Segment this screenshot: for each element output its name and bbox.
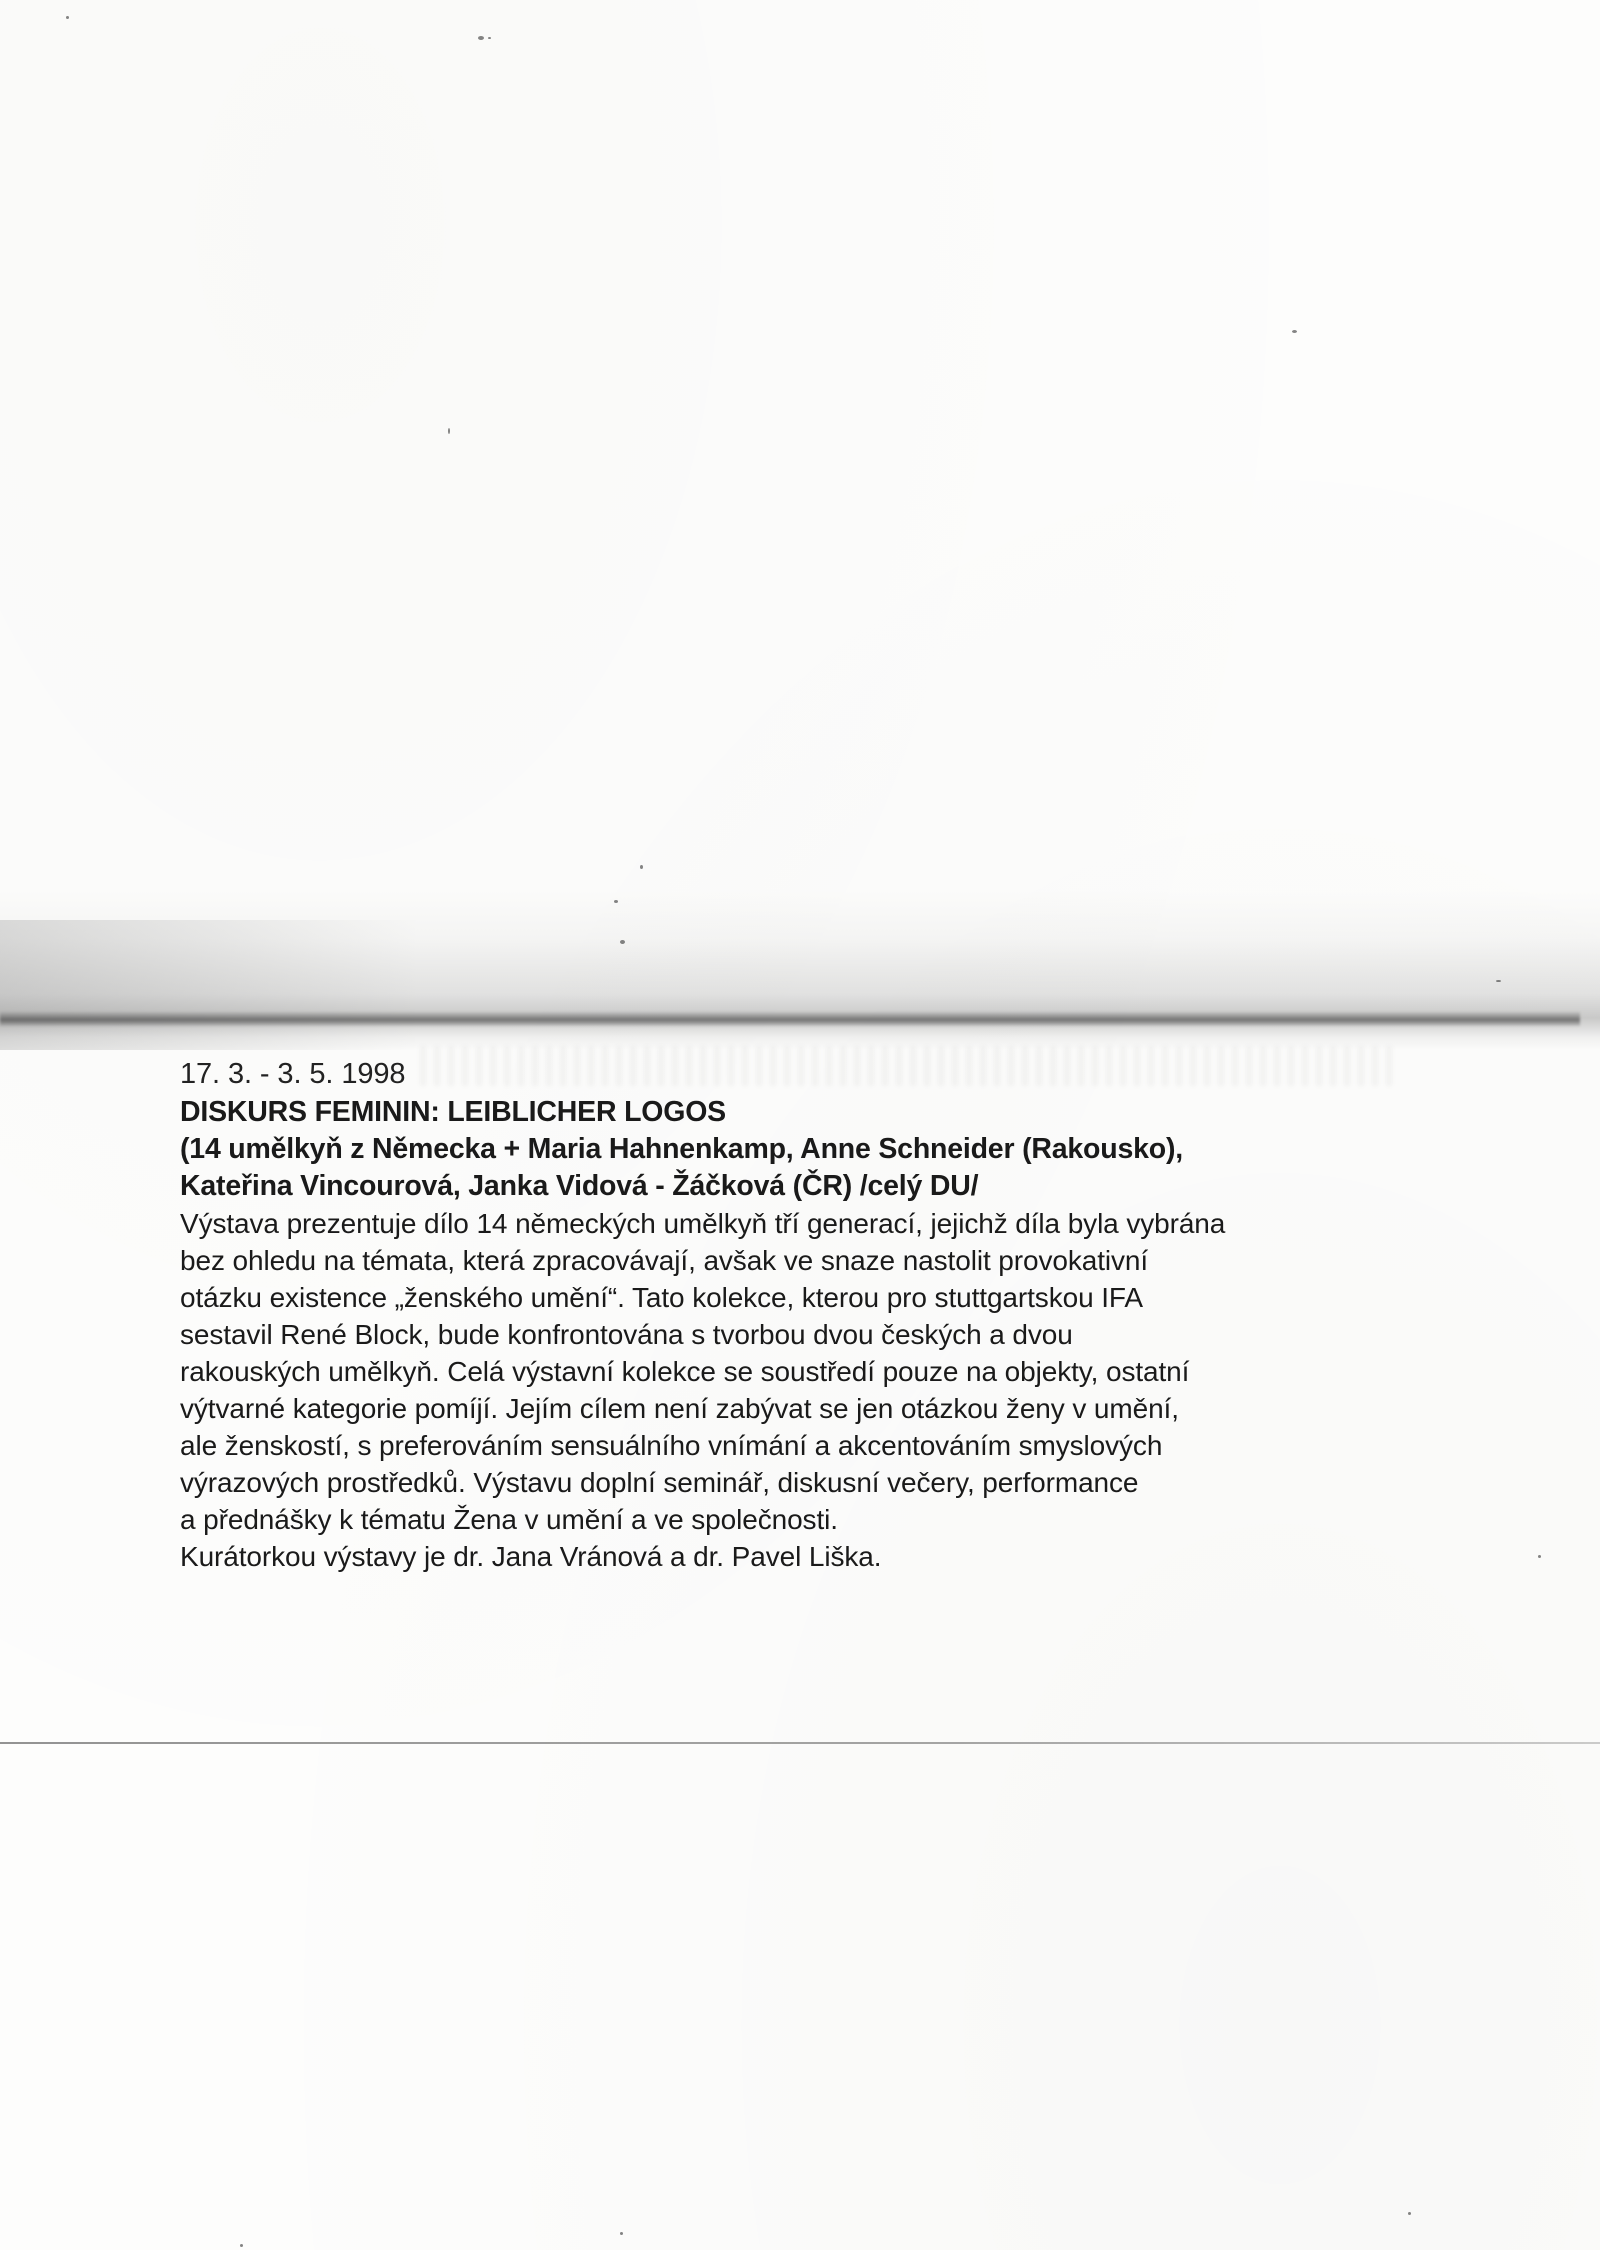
body-line: výrazových prostředků. Výstavu doplní seminář, diskusní večery, performance xyxy=(180,1467,1139,1498)
body-line: sestavil René Block, bude konfrontována s tvorbou dvou českých a dvou xyxy=(180,1319,1073,1350)
dust-speck xyxy=(640,865,643,869)
curators-line: Kurátorkou výstavy je dr. Jana Vránová a dr. Pavel Liška. xyxy=(180,1541,882,1572)
dust-speck xyxy=(240,2244,243,2247)
bottom-rule-line xyxy=(0,1742,1600,1744)
dust-speck xyxy=(620,2232,623,2235)
dust-speck xyxy=(1408,2212,1411,2215)
body-line: výtvarné kategorie pomíjí. Jejím cílem není zabývat se jen otázkou ženy v umění, xyxy=(180,1393,1179,1424)
dust-speck xyxy=(448,428,450,434)
exhibition-title: DISKURS FEMININ: LEIBLICHER LOGOS xyxy=(180,1096,726,1128)
body-line: bez ohledu na témata, která zpracovávají, avšak ve snaze nastolit provokativní xyxy=(180,1245,1149,1276)
body-line: rakouských umělkyň. Celá výstavní kolekce se soustředí pouze na objekty, ostatní xyxy=(180,1356,1190,1387)
body-line: Výstava prezentuje dílo 14 německých umělkyň tří generací, jejichž díla byla vybrána xyxy=(180,1208,1226,1239)
exhibition-entry xyxy=(180,1054,1430,1575)
dust-speck xyxy=(488,37,491,39)
dust-speck xyxy=(1292,330,1297,333)
dust-speck xyxy=(620,940,625,944)
photocopy-shadow-left xyxy=(0,920,420,1050)
dust-speck xyxy=(1538,1555,1541,1558)
photocopy-dark-line xyxy=(0,1012,1580,1026)
artists-line-2: Kateřina Vincourová, Janka Vidová - Žáčková (ČR) /celý DU/ xyxy=(180,1170,979,1202)
body-line: a přednášky k tématu Žena v umění a ve společnosti. xyxy=(180,1504,838,1535)
artists-line-1: (14 umělkyň z Německa + Maria Hahnenkamp, Anne Schneider (Rakousko), xyxy=(180,1133,1183,1165)
dust-speck xyxy=(66,16,69,19)
exhibition-date: 17. 3. - 3. 5. 1998 xyxy=(180,1058,406,1090)
dust-speck xyxy=(614,900,618,903)
body-line: otázku existence „ženského umění“. Tato kolekce, kterou pro stuttgartskou IFA xyxy=(180,1282,1143,1313)
dust-speck xyxy=(478,36,484,40)
dust-speck xyxy=(1496,980,1501,982)
body-line: ale ženskostí, s preferováním sensuálního vnímání a akcentováním smyslových xyxy=(180,1430,1163,1461)
